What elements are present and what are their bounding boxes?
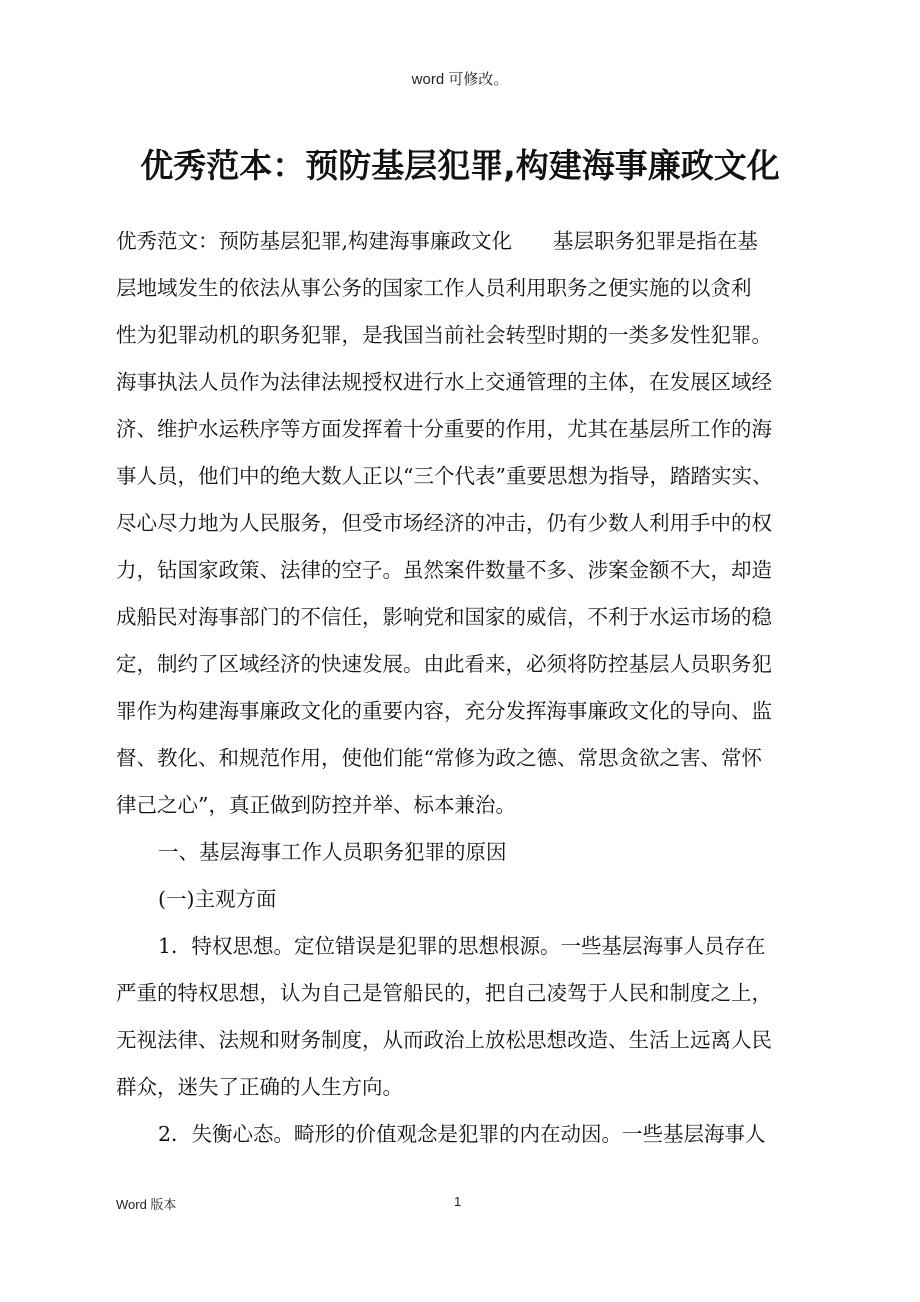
paragraph-line: 层地域发生的依法从事公务的国家工作人员利用职务之便实施的以贪利 <box>116 276 752 300</box>
page-number: 1 <box>454 1194 462 1209</box>
paragraph-line: 罪作为构建海事廉政文化的重要内容，充分发挥海事廉政文化的导向、监 <box>116 699 772 723</box>
paragraph-line: 事人员，他们中的绝大数人正以“三个代表”重要思想为指导，踏踏实实、 <box>116 464 773 488</box>
paragraph-line: 尽心尽力地为人民服务，但受市场经济的冲击，仍有少数人利用手中的权 <box>116 511 772 535</box>
paragraph-line: 优秀范文：预防基层犯罪,构建海事廉政文化 基层职务犯罪是指在基 <box>116 229 759 253</box>
paragraph-line: 无视法律、法规和财务制度，从而政治上放松思想改造、生活上远离人民 <box>116 1028 772 1052</box>
numbered-item-1: 1．特权思想。定位错误是犯罪的思想根源。一些基层海事人员存在 <box>158 934 766 958</box>
paragraph-line: 群众，迷失了正确的人生方向。 <box>116 1075 403 1099</box>
document-body <box>116 224 806 1164</box>
document-title: 优秀范本：预防基层犯罪,构建海事廉政文化 <box>140 146 780 185</box>
paragraph-line: 成船民对海事部门的不信任，影响党和国家的威信，不利于水运市场的稳 <box>116 605 772 629</box>
paragraph-line: 性为犯罪动机的职务犯罪，是我国当前社会转型时期的一类多发性犯罪。 <box>116 323 772 347</box>
paragraph-line: 定，制约了区域经济的快速发展。由此看来，必须将防控基层人员职务犯 <box>116 652 772 676</box>
paragraph-line: 海事执法人员作为法律法规授权进行水上交通管理的主体，在发展区域经 <box>116 370 772 394</box>
paragraph-line: 督、教化、和规范作用，使他们能“常修为政之德、常思贪欲之害、常怀 <box>116 746 762 770</box>
paragraph-line: 律己之心”，真正做到防控并举、标本兼治。 <box>116 793 516 817</box>
header-note: word 可修改。 <box>411 71 509 88</box>
numbered-item-2: 2．失衡心态。畸形的价值观念是犯罪的内在动因。一些基层海事人 <box>158 1122 766 1146</box>
paragraph-line: 济、维护水运秩序等方面发挥着十分重要的作用，尤其在基层所工作的海 <box>116 417 772 441</box>
footer-label: Word 版本 <box>116 1197 177 1212</box>
paragraph-line: 力，钻国家政策、法律的空子。虽然案件数量不多、涉案金额不大，却造 <box>116 558 772 582</box>
subsection-heading: (一)主观方面 <box>158 887 277 911</box>
section-heading: 一、基层海事工作人员职务犯罪的原因 <box>158 840 507 864</box>
paragraph-line: 严重的特权思想，认为自己是管船民的，把自己凌驾于人民和制度之上， <box>116 981 772 1005</box>
